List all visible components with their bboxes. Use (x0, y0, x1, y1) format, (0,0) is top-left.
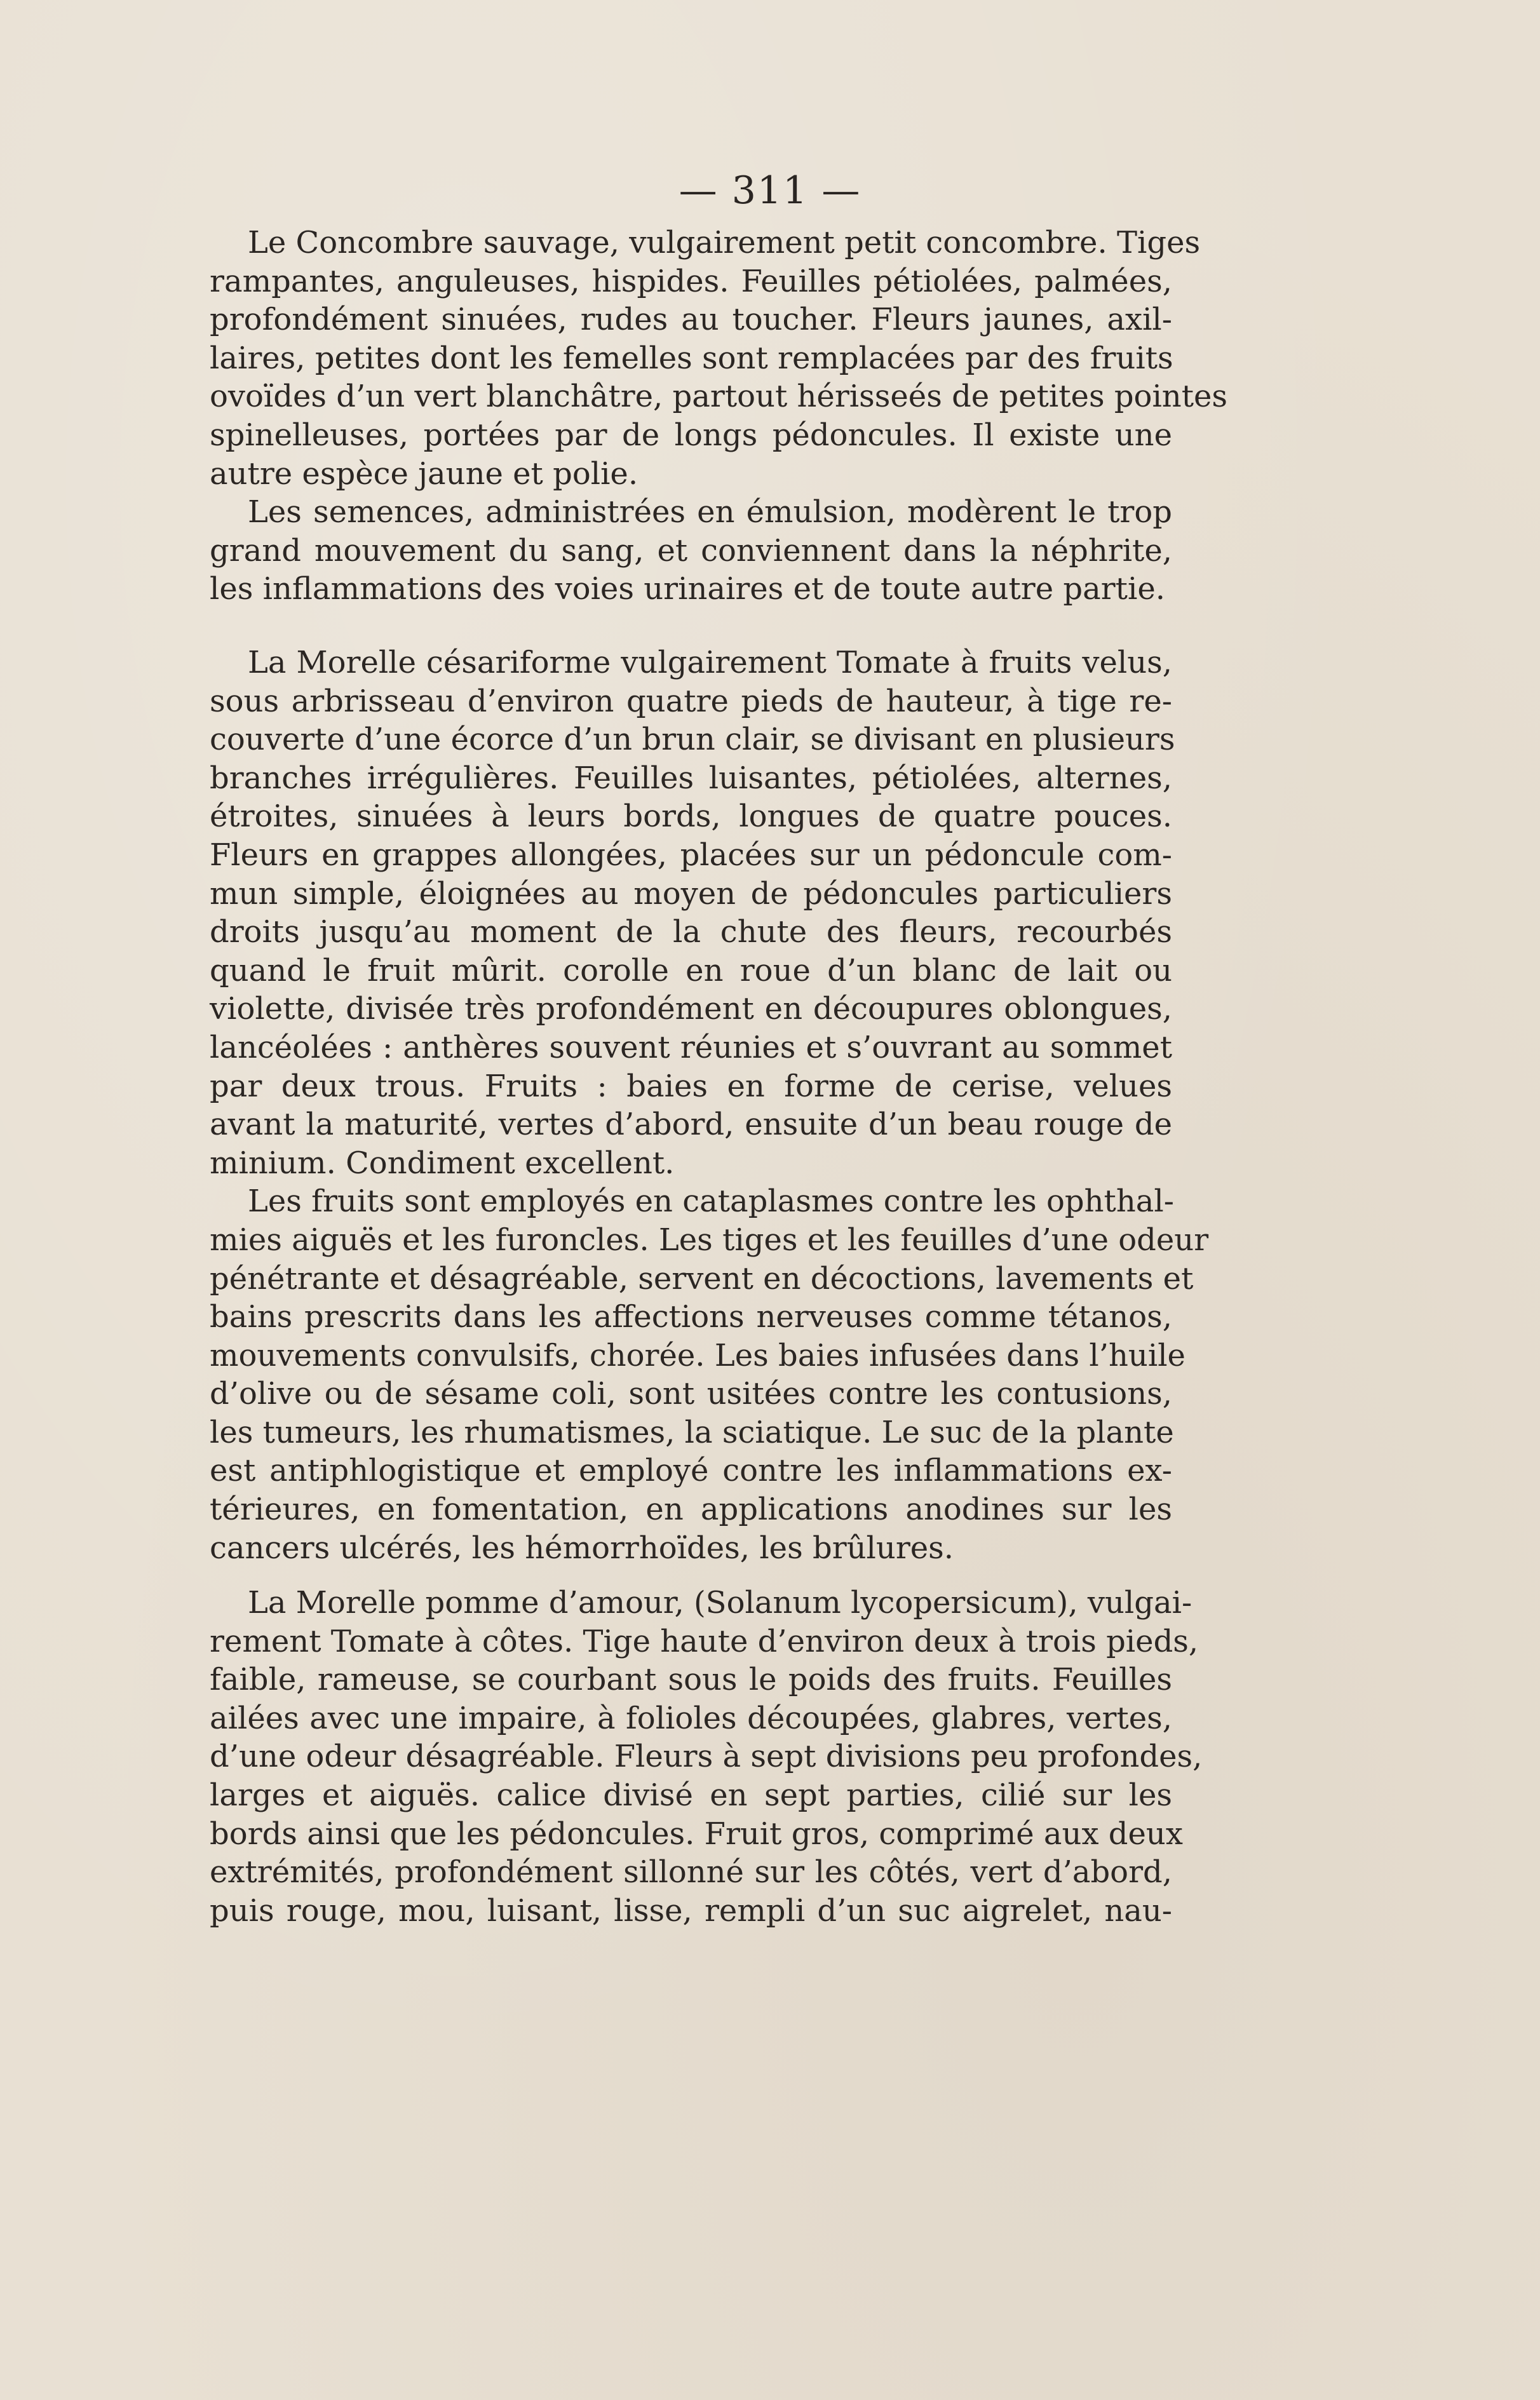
text-line: bains prescrits dans les affections nerveuses comme tétanos, (210, 1299, 1172, 1335)
text-line: rement Tomate à côtes. Tige haute d’environ deux à trois pieds, (210, 1623, 1199, 1659)
section-morelle-cesariforme (210, 644, 1209, 1567)
text-line: La Morelle pomme d’amour, (Solanum lycopersicum), vulgai- (248, 1585, 1192, 1621)
paragraph-concombre-usage (210, 493, 1172, 609)
text-line: minium. Condiment excellent. (210, 1145, 675, 1181)
text-line: profondément sinuées, rudes au toucher. Fleurs jaunes, axil- (210, 302, 1172, 338)
text-line: Fleurs en grappes allongées, placées sur un pédoncule com- (210, 837, 1172, 873)
text-line: quand le fruit mûrit. corolle en roue d’un blanc de lait ou (210, 952, 1172, 988)
text-line: Les fruits sont employés en cataplasmes contre les ophthal- (248, 1183, 1174, 1220)
text-line: mouvements convulsifs, chorée. Les baies infusées dans l’huile (210, 1337, 1185, 1373)
text-line: étroites, sinuées à leurs bords, longues de quatre pouces. (210, 799, 1172, 835)
section-morelle-pomme-d-amour (210, 1584, 1203, 1930)
text-line: pénétrante et désagréable, servent en décoctions, lavements et (210, 1260, 1194, 1297)
text-line: avant la maturité, vertes d’abord, ensuite d’un beau rouge de (210, 1107, 1172, 1143)
paragraph-concombre-description (210, 224, 1228, 493)
text-line: extrémités, profondément sillonné sur les côtés, vert d’abord, (210, 1854, 1172, 1891)
text-line: spinelleuses, portées par de longs pédoncules. Il existe une (210, 417, 1172, 453)
section-concombre-sauvage (210, 224, 1228, 609)
text-line: droits jusqu’au moment de la chute des fleurs, recourbés (210, 914, 1172, 950)
text-line: faible, rameuse, se courbant sous le poids des fruits. Feuilles (210, 1662, 1172, 1698)
text-line: cancers ulcérés, les hémorrhoïdes, les brûlures. (210, 1530, 954, 1566)
text-line: d’une odeur désagréable. Fleurs à sept divisions peu profondes, (210, 1739, 1203, 1775)
text-line: les tumeurs, les rhumatismes, la sciatique. Le suc de la plante (210, 1414, 1174, 1450)
text-line: sous arbrisseau d’environ quatre pieds de hauteur, à tige re- (210, 683, 1172, 719)
text-line: d’olive ou de sésame coli, sont usitées contre les contusions, (210, 1376, 1172, 1412)
text-line: par deux trous. Fruits : baies en forme de cerise, velues (210, 1068, 1172, 1104)
text-line: bords ainsi que les pédoncules. Fruit gros, comprimé aux deux (210, 1816, 1183, 1852)
text-line: violette, divisée très profondément en découpures oblongues, (210, 991, 1172, 1027)
text-line: couverte d’une écorce d’un brun clair, se divisant en plusieurs (210, 722, 1175, 758)
text-line: mun simple, éloignées au moyen de pédoncules particuliers (210, 875, 1172, 912)
paragraph-morelle-cesariforme-usage (210, 1182, 1209, 1567)
text-line: ovoïdes d’un vert blanchâtre, partout hérisseés de petites pointes (210, 379, 1228, 415)
text-line: est antiphlogistique et employé contre les inflammations ex- (210, 1453, 1172, 1489)
text-line: autre espèce jaune et polie. (210, 455, 638, 492)
text-line: rampantes, anguleuses, hispides. Feuilles pétiolées, palmées, (210, 263, 1172, 299)
text-line: Le Concombre sauvage, vulgairement petit concombre. Tiges (248, 225, 1201, 260)
page-number: — 311 — (679, 168, 861, 213)
text-line: mies aiguës et les furoncles. Les tiges et les feuilles d’une odeur (210, 1222, 1209, 1258)
text-line: La Morelle césariforme vulgairement Tomate à fruits velus, (248, 645, 1172, 680)
text-line: ailées avec une impaire, à folioles découpées, glabres, vertes, (210, 1700, 1172, 1736)
text-line: les inflammations des voies urinaires et de toute autre partie. (210, 571, 1165, 607)
text-line: puis rouge, mou, luisant, lisse, rempli d’un suc aigrelet, nau- (210, 1892, 1172, 1929)
text-line: laires, petites dont les femelles sont remplacées par des fruits (210, 340, 1173, 376)
text-line: Les semences, administrées en émulsion, modèrent le trop (248, 494, 1172, 530)
text-line: térieures, en fomentation, en applications anodines sur les (210, 1492, 1172, 1528)
paragraph-morelle-pomme-d-amour-description (210, 1584, 1203, 1930)
text-line: lancéolées : anthères souvent réunies et s’ouvrant au sommet (210, 1029, 1172, 1065)
text-line: grand mouvement du sang, et conviennent dans la néphrite, (210, 532, 1172, 569)
text-line: larges et aiguës. calice divisé en sept parties, cilié sur les (210, 1777, 1172, 1813)
paragraph-morelle-cesariforme-description (210, 644, 1175, 1182)
text-line: branches irrégulières. Feuilles luisantes, pétiolées, alternes, (210, 760, 1172, 796)
